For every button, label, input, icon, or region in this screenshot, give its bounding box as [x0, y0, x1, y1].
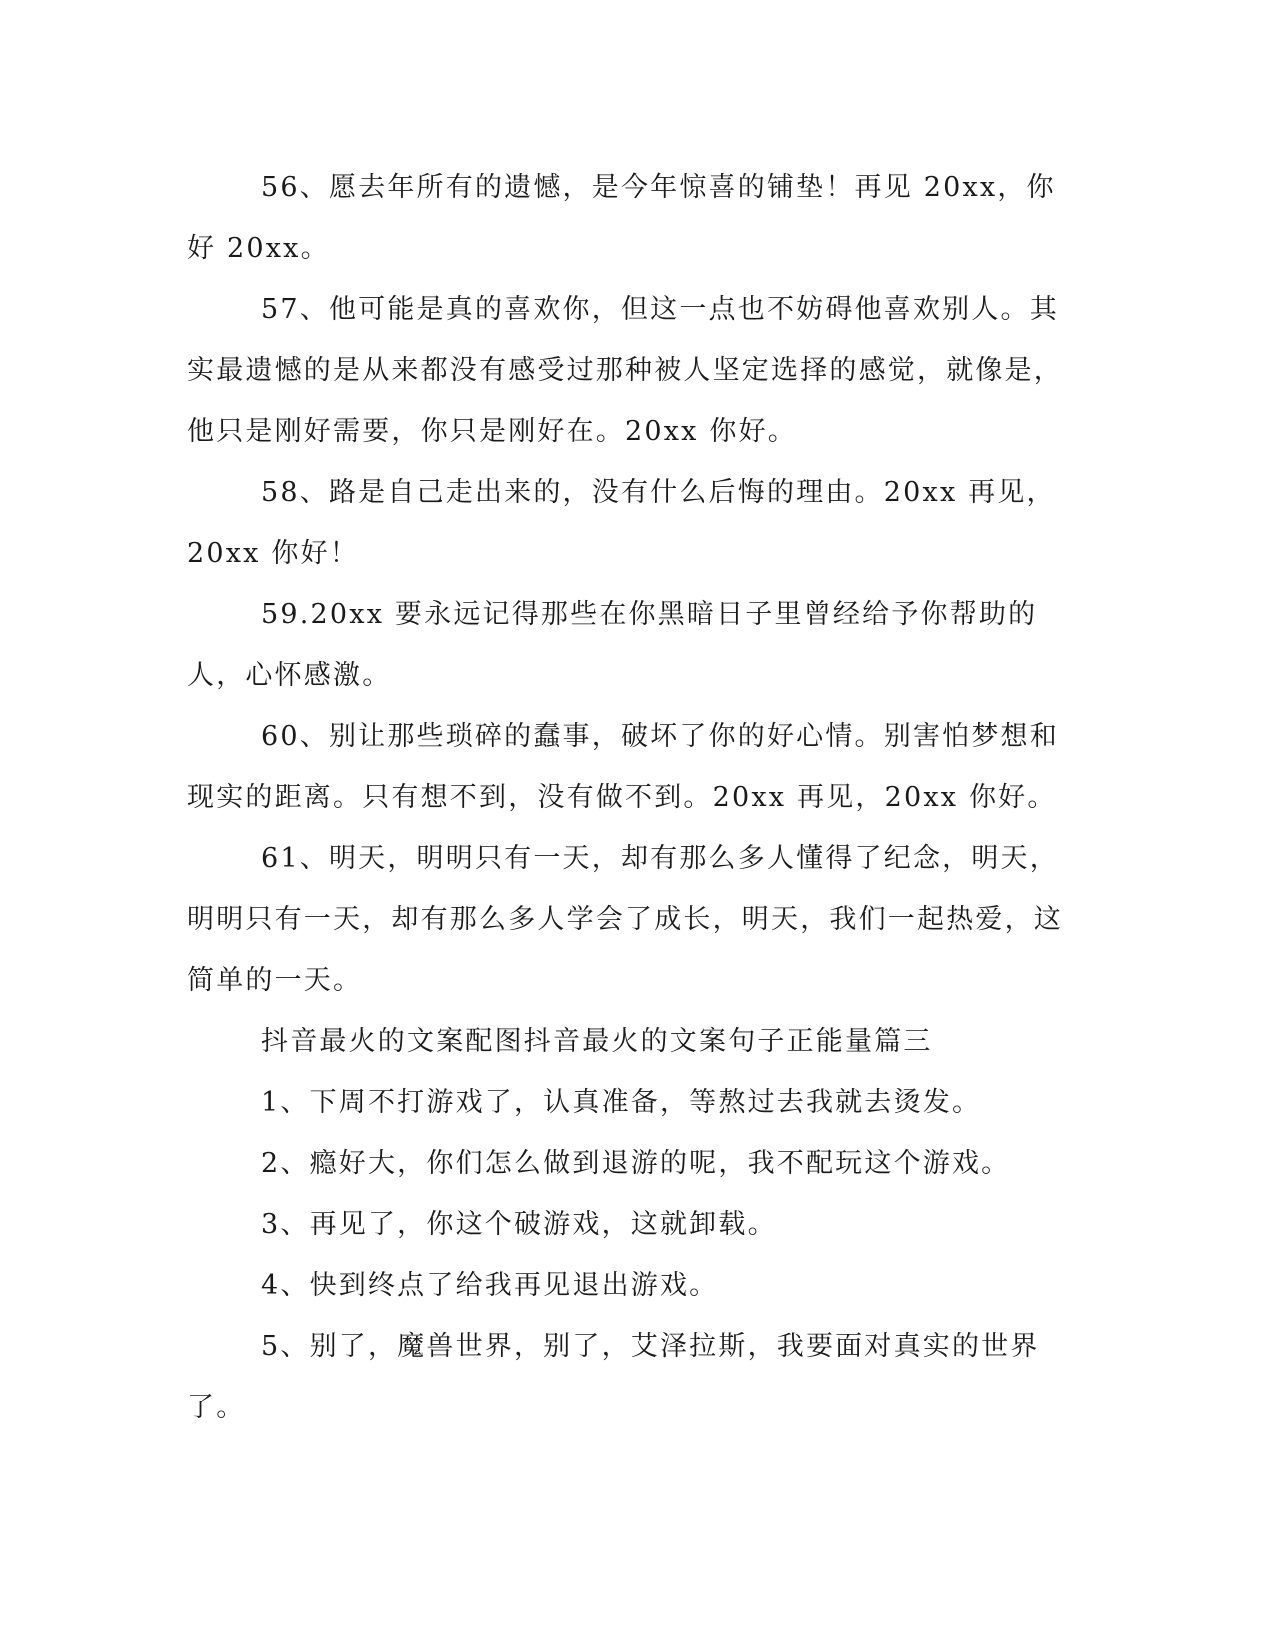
list-item-2: 2、瘾好大，你们怎么做到退游的呢，我不配玩这个游戏。 — [261, 1148, 1011, 1179]
paragraph-60: 60、别让那些琐碎的蠢事，破坏了你的好心情。别害怕梦想和现实的距离。只有想不到，没有做不到。20xx 再见，20xx 你好。 — [187, 721, 1059, 813]
paragraph-56: 56、愿去年所有的遗憾，是今年惊喜的铺垫！再见 20xx，你好 20xx。 — [187, 172, 1056, 264]
list-item-3: 3、再见了，你这个破游戏，这就卸载。 — [261, 1209, 777, 1240]
list-item-5: 5、别了，魔兽世界，别了，艾泽拉斯，我要面对真实的世界了。 — [187, 1331, 1040, 1423]
paragraph-58: 58、路是自己走出来的，没有什么后悔的理由。20xx 再见，20xx 你好！ — [187, 477, 1056, 569]
paragraph-61: 61、明天，明明只有一天，却有那么多人懂得了纪念，明天，明明只有一天，却有那么多人学会了成长，明天，我们一起热爱，这简单的一天。 — [187, 843, 1063, 996]
paragraph-59: 59.20xx 要永远记得那些在你黑暗日子里曾经给予你帮助的人，心怀感激。 — [187, 599, 1038, 691]
paragraph-57: 57、他可能是真的喜欢你，但这一点也不妨碍他喜欢别人。其实最遗憾的是从来都没有感受过那种被人坚定选择的感觉，就像是，他只是刚好需要，你只是刚好在。20xx 你好。 — [187, 294, 1063, 447]
list-item-1: 1、下周不打游戏了，认真准备，等熬过去我就去烫发。 — [261, 1087, 982, 1118]
document-body — [187, 157, 1077, 1438]
list-item-4: 4、快到终点了给我再见退出游戏。 — [261, 1270, 719, 1301]
section-heading: 抖音最火的文案配图抖音最火的文案句子正能量篇三 — [261, 1026, 933, 1057]
